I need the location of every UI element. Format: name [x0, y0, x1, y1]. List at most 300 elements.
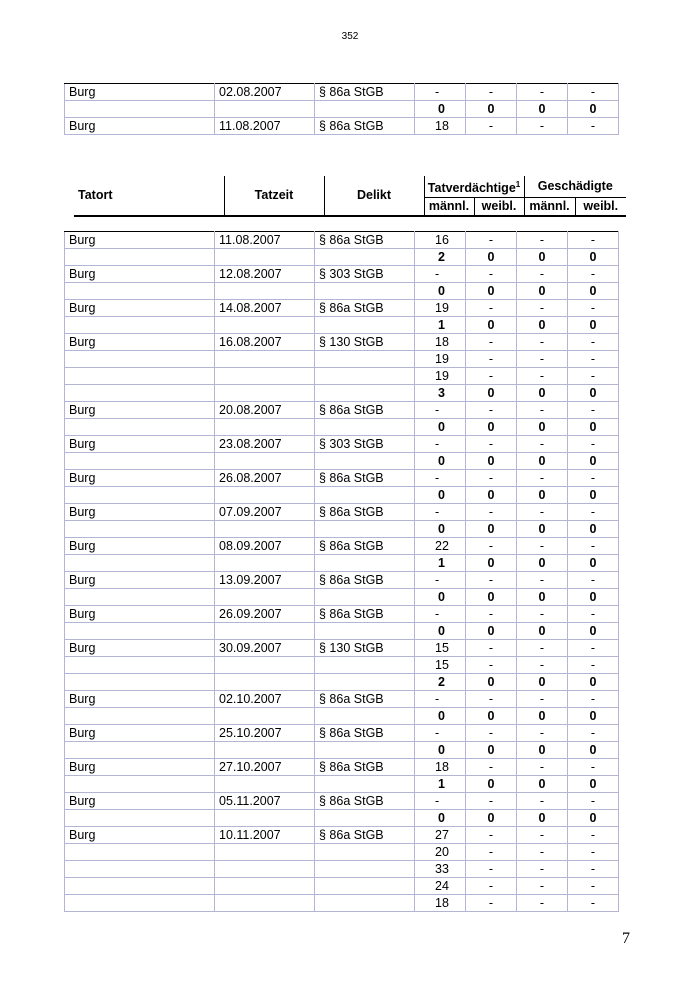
- sum-row: [65, 708, 619, 725]
- cell-tatzeit: [215, 861, 315, 878]
- cell-tatzeit: 27.10.2007: [215, 759, 315, 776]
- table-row: [65, 640, 619, 657]
- cell-tatzeit: 10.11.2007: [215, 827, 315, 844]
- cell-empty: [315, 487, 415, 504]
- cell-tatort: Burg: [65, 504, 215, 521]
- cell-value: -: [466, 402, 517, 419]
- header-g-weibl: weibl.: [575, 198, 626, 217]
- cell-delikt: § 86a StGB: [315, 402, 415, 419]
- table-row: [65, 691, 619, 708]
- cell-empty: [215, 385, 315, 402]
- cell-value: -: [466, 895, 517, 912]
- cell-value: -: [415, 436, 466, 453]
- cell-value: -: [568, 470, 619, 487]
- cell-empty: [65, 521, 215, 538]
- cell-empty: [65, 317, 215, 334]
- cell-empty: [315, 589, 415, 606]
- cell-sum: 2: [415, 674, 466, 691]
- cell-delikt: § 86a StGB: [315, 725, 415, 742]
- cell-value: 15: [415, 657, 466, 674]
- cell-sum: 0: [568, 283, 619, 300]
- sum-row: [65, 317, 619, 334]
- cell-delikt: § 86a StGB: [315, 300, 415, 317]
- sum-row: [65, 385, 619, 402]
- cell-value: -: [466, 691, 517, 708]
- cell-value: -: [466, 572, 517, 589]
- cell-sum: 0: [466, 555, 517, 572]
- cell-value: -: [568, 538, 619, 555]
- cell-sum: 0: [517, 249, 568, 266]
- cell-value: -: [415, 402, 466, 419]
- header-tatverdaechtige: [424, 176, 524, 198]
- cell-tatzeit: 12.08.2007: [215, 266, 315, 283]
- cell-value: -: [466, 657, 517, 674]
- cell-value: -: [415, 572, 466, 589]
- table-row: [65, 827, 619, 844]
- cell-sum: 3: [415, 385, 466, 402]
- cell-tatort: Burg: [65, 402, 215, 419]
- cell-value: -: [568, 504, 619, 521]
- cell-value: -: [466, 266, 517, 283]
- cell-sum: 0: [466, 101, 517, 118]
- table-row: [65, 84, 619, 101]
- cell-empty: [215, 708, 315, 725]
- cell-sum: 0: [517, 742, 568, 759]
- cell-tatzeit: [215, 657, 315, 674]
- cell-empty: [315, 674, 415, 691]
- table-row: [65, 725, 619, 742]
- cell-empty: [315, 317, 415, 334]
- cell-empty: [65, 249, 215, 266]
- cell-value: 18: [415, 759, 466, 776]
- cell-tatzeit: 02.08.2007: [215, 84, 315, 101]
- cell-tatort: [65, 657, 215, 674]
- cell-sum: 0: [568, 385, 619, 402]
- cell-sum: 0: [517, 589, 568, 606]
- table-row: [65, 606, 619, 623]
- cell-tatort: Burg: [65, 436, 215, 453]
- cell-value: -: [517, 827, 568, 844]
- cell-delikt: [315, 861, 415, 878]
- cell-empty: [65, 385, 215, 402]
- cell-delikt: § 86a StGB: [315, 572, 415, 589]
- cell-tatzeit: 11.08.2007: [215, 232, 315, 249]
- cell-value: 20: [415, 844, 466, 861]
- cell-delikt: § 86a StGB: [315, 759, 415, 776]
- table-row: [65, 300, 619, 317]
- cell-sum: 0: [466, 385, 517, 402]
- cell-empty: [65, 283, 215, 300]
- cell-empty: [65, 453, 215, 470]
- cell-sum: 0: [415, 283, 466, 300]
- cell-value: -: [568, 84, 619, 101]
- cell-tatzeit: [215, 351, 315, 368]
- table-row: [65, 368, 619, 385]
- cell-value: 18: [415, 334, 466, 351]
- header-delikt: Delikt: [324, 176, 424, 216]
- cell-sum: 0: [517, 385, 568, 402]
- cell-empty: [215, 589, 315, 606]
- cell-tatort: Burg: [65, 640, 215, 657]
- cell-value: -: [568, 640, 619, 657]
- cell-delikt: § 86a StGB: [315, 504, 415, 521]
- cell-sum: 0: [568, 249, 619, 266]
- cell-tatort: [65, 895, 215, 912]
- cell-tatzeit: 13.09.2007: [215, 572, 315, 589]
- cell-sum: 0: [415, 101, 466, 118]
- cell-value: 33: [415, 861, 466, 878]
- cell-tatzeit: [215, 368, 315, 385]
- cell-value: -: [415, 84, 466, 101]
- cell-sum: 0: [517, 419, 568, 436]
- cell-value: -: [517, 300, 568, 317]
- cell-sum: 0: [466, 589, 517, 606]
- cell-sum: 0: [517, 317, 568, 334]
- cell-value: -: [517, 470, 568, 487]
- cell-tatort: Burg: [65, 118, 215, 135]
- cell-delikt: § 86a StGB: [315, 691, 415, 708]
- cell-empty: [315, 742, 415, 759]
- cell-value: -: [466, 351, 517, 368]
- header-tatort: Tatort: [74, 176, 224, 216]
- cell-value: -: [568, 759, 619, 776]
- cell-value: -: [568, 266, 619, 283]
- cell-tatzeit: [215, 844, 315, 861]
- cell-empty: [215, 317, 315, 334]
- cell-sum: 0: [568, 487, 619, 504]
- cell-value: -: [517, 572, 568, 589]
- cell-value: -: [466, 232, 517, 249]
- cell-value: -: [517, 657, 568, 674]
- cell-value: -: [517, 895, 568, 912]
- cell-tatzeit: 26.08.2007: [215, 470, 315, 487]
- cell-value: -: [415, 606, 466, 623]
- sum-row: [65, 623, 619, 640]
- cell-tatzeit: [215, 895, 315, 912]
- cell-delikt: § 86a StGB: [315, 538, 415, 555]
- cell-sum: 0: [466, 453, 517, 470]
- table-row: [65, 232, 619, 249]
- cell-delikt: [315, 657, 415, 674]
- cell-value: -: [568, 725, 619, 742]
- sum-row: [65, 249, 619, 266]
- cell-sum: 0: [568, 521, 619, 538]
- cell-value: -: [568, 657, 619, 674]
- cell-sum: 0: [415, 521, 466, 538]
- cell-sum: 0: [517, 453, 568, 470]
- cell-sum: 0: [568, 708, 619, 725]
- cell-value: -: [466, 640, 517, 657]
- sum-row: [65, 283, 619, 300]
- cell-tatort: [65, 861, 215, 878]
- cell-delikt: [315, 844, 415, 861]
- cell-value: -: [517, 606, 568, 623]
- cell-tatzeit: [215, 878, 315, 895]
- column-header: [74, 176, 626, 217]
- cell-value: -: [568, 895, 619, 912]
- cell-value: 19: [415, 368, 466, 385]
- main-data-table: [64, 231, 619, 912]
- cell-sum: 0: [568, 623, 619, 640]
- cell-empty: [315, 283, 415, 300]
- table-row: [65, 793, 619, 810]
- cell-sum: 0: [415, 487, 466, 504]
- cell-empty: [315, 419, 415, 436]
- cell-value: -: [568, 861, 619, 878]
- cell-sum: 0: [466, 521, 517, 538]
- cell-empty: [65, 589, 215, 606]
- cell-delikt: § 130 StGB: [315, 640, 415, 657]
- cell-empty: [65, 742, 215, 759]
- cell-tatzeit: 07.09.2007: [215, 504, 315, 521]
- cell-empty: [315, 810, 415, 827]
- cell-tatort: [65, 368, 215, 385]
- cell-value: -: [517, 504, 568, 521]
- table-row: [65, 861, 619, 878]
- table-row: [65, 538, 619, 555]
- cell-sum: 0: [466, 674, 517, 691]
- cell-empty: [315, 453, 415, 470]
- cell-sum: 0: [466, 317, 517, 334]
- cell-value: -: [466, 793, 517, 810]
- cell-value: -: [517, 368, 568, 385]
- cell-tatzeit: 23.08.2007: [215, 436, 315, 453]
- cell-tatort: Burg: [65, 572, 215, 589]
- cell-delikt: § 86a StGB: [315, 606, 415, 623]
- cell-sum: 0: [517, 623, 568, 640]
- table-row: [65, 470, 619, 487]
- cell-empty: [215, 283, 315, 300]
- cell-sum: 0: [466, 249, 517, 266]
- table-row: [65, 504, 619, 521]
- cell-value: -: [568, 827, 619, 844]
- header-tv-maennl: männl.: [424, 198, 474, 217]
- cell-empty: [315, 521, 415, 538]
- cell-sum: 1: [415, 776, 466, 793]
- cell-delikt: § 86a StGB: [315, 827, 415, 844]
- cell-empty: [65, 708, 215, 725]
- cell-sum: 0: [568, 674, 619, 691]
- cell-empty: [315, 623, 415, 640]
- cell-tatort: Burg: [65, 538, 215, 555]
- cell-sum: 0: [466, 283, 517, 300]
- cell-value: -: [466, 759, 517, 776]
- cell-tatort: Burg: [65, 232, 215, 249]
- cell-value: -: [517, 351, 568, 368]
- cell-value: -: [415, 470, 466, 487]
- header-geschaedigte: Geschädigte: [524, 176, 626, 198]
- cell-delikt: [315, 351, 415, 368]
- cell-value: -: [466, 861, 517, 878]
- cell-value: -: [517, 334, 568, 351]
- cell-value: -: [517, 402, 568, 419]
- cell-tatzeit: 08.09.2007: [215, 538, 315, 555]
- cell-value: -: [568, 844, 619, 861]
- page-number-bottom: 7: [622, 930, 630, 947]
- cell-tatzeit: 02.10.2007: [215, 691, 315, 708]
- cell-sum: 0: [517, 674, 568, 691]
- cell-empty: [315, 708, 415, 725]
- cell-sum: 0: [568, 101, 619, 118]
- cell-delikt: § 86a StGB: [315, 118, 415, 135]
- cell-value: -: [415, 504, 466, 521]
- cell-delikt: [315, 878, 415, 895]
- cell-value: -: [517, 725, 568, 742]
- cell-empty: [65, 810, 215, 827]
- cell-sum: 0: [415, 708, 466, 725]
- table-row: [65, 878, 619, 895]
- cell-empty: [65, 101, 215, 118]
- cell-sum: 0: [517, 101, 568, 118]
- cell-tatort: Burg: [65, 606, 215, 623]
- cell-delikt: § 86a StGB: [315, 470, 415, 487]
- cell-value: -: [568, 793, 619, 810]
- cell-sum: 1: [415, 317, 466, 334]
- sum-row: [65, 487, 619, 504]
- cell-sum: 0: [415, 742, 466, 759]
- cell-sum: 0: [415, 419, 466, 436]
- cell-value: -: [568, 118, 619, 135]
- cell-value: -: [466, 878, 517, 895]
- cell-empty: [65, 623, 215, 640]
- cell-sum: 0: [517, 555, 568, 572]
- cell-sum: 0: [568, 419, 619, 436]
- cell-value: 15: [415, 640, 466, 657]
- cell-value: -: [517, 844, 568, 861]
- cell-empty: [215, 521, 315, 538]
- cell-delikt: § 303 StGB: [315, 266, 415, 283]
- cell-value: -: [568, 691, 619, 708]
- cell-value: -: [415, 691, 466, 708]
- cell-value: 18: [415, 895, 466, 912]
- top-data-table: [64, 83, 619, 135]
- cell-value: -: [517, 266, 568, 283]
- cell-value: -: [568, 300, 619, 317]
- cell-value: -: [568, 368, 619, 385]
- cell-value: 19: [415, 351, 466, 368]
- cell-tatzeit: 25.10.2007: [215, 725, 315, 742]
- cell-empty: [215, 623, 315, 640]
- cell-empty: [215, 249, 315, 266]
- cell-value: -: [568, 402, 619, 419]
- cell-value: -: [517, 793, 568, 810]
- table-row: [65, 572, 619, 589]
- cell-value: -: [466, 470, 517, 487]
- table-row: [65, 844, 619, 861]
- cell-sum: 0: [415, 589, 466, 606]
- cell-value: -: [466, 827, 517, 844]
- cell-empty: [65, 419, 215, 436]
- sum-row: [65, 521, 619, 538]
- cell-empty: [215, 776, 315, 793]
- cell-empty: [215, 555, 315, 572]
- sum-row: [65, 555, 619, 572]
- cell-delikt: [315, 895, 415, 912]
- cell-value: -: [517, 118, 568, 135]
- cell-sum: 0: [466, 810, 517, 827]
- table-row: [65, 657, 619, 674]
- cell-value: -: [517, 861, 568, 878]
- cell-value: -: [415, 793, 466, 810]
- sum-row: [65, 419, 619, 436]
- sum-row: [65, 810, 619, 827]
- cell-value: 27: [415, 827, 466, 844]
- cell-value: 22: [415, 538, 466, 555]
- cell-sum: 0: [466, 742, 517, 759]
- cell-delikt: § 303 StGB: [315, 436, 415, 453]
- cell-sum: 0: [568, 453, 619, 470]
- cell-sum: 0: [517, 487, 568, 504]
- cell-sum: 0: [568, 776, 619, 793]
- cell-value: -: [568, 351, 619, 368]
- page-number-top: 352: [341, 31, 359, 42]
- cell-empty: [215, 674, 315, 691]
- cell-value: -: [466, 300, 517, 317]
- cell-value: 19: [415, 300, 466, 317]
- cell-empty: [65, 674, 215, 691]
- header-g-maennl: männl.: [524, 198, 575, 217]
- cell-value: -: [466, 118, 517, 135]
- cell-tatort: Burg: [65, 470, 215, 487]
- cell-value: 24: [415, 878, 466, 895]
- cell-value: -: [466, 725, 517, 742]
- cell-tatort: Burg: [65, 334, 215, 351]
- cell-value: -: [568, 436, 619, 453]
- cell-value: -: [517, 84, 568, 101]
- cell-empty: [315, 555, 415, 572]
- cell-sum: 0: [466, 419, 517, 436]
- cell-tatort: Burg: [65, 759, 215, 776]
- cell-value: -: [517, 691, 568, 708]
- cell-tatort: Burg: [65, 691, 215, 708]
- cell-value: 18: [415, 118, 466, 135]
- cell-sum: 1: [415, 555, 466, 572]
- cell-sum: 0: [466, 487, 517, 504]
- cell-sum: 0: [568, 317, 619, 334]
- table-row: [65, 118, 619, 135]
- cell-sum: 0: [568, 742, 619, 759]
- cell-value: -: [568, 232, 619, 249]
- cell-tatort: Burg: [65, 266, 215, 283]
- cell-value: -: [466, 606, 517, 623]
- header-tv-weibl: weibl.: [474, 198, 524, 217]
- cell-sum: 0: [568, 810, 619, 827]
- cell-tatort: Burg: [65, 300, 215, 317]
- header-tatzeit: Tatzeit: [224, 176, 324, 216]
- cell-value: -: [415, 266, 466, 283]
- cell-sum: 0: [568, 589, 619, 606]
- cell-tatzeit: 26.09.2007: [215, 606, 315, 623]
- cell-delikt: § 86a StGB: [315, 793, 415, 810]
- cell-empty: [315, 249, 415, 266]
- table-row: [65, 436, 619, 453]
- cell-empty: [315, 385, 415, 402]
- cell-tatort: Burg: [65, 84, 215, 101]
- sum-row: [65, 589, 619, 606]
- cell-value: -: [466, 436, 517, 453]
- cell-value: -: [466, 334, 517, 351]
- cell-empty: [215, 810, 315, 827]
- table-row: [65, 402, 619, 419]
- sum-row: [65, 776, 619, 793]
- cell-empty: [215, 487, 315, 504]
- sum-row: [65, 674, 619, 691]
- cell-empty: [315, 101, 415, 118]
- cell-empty: [65, 487, 215, 504]
- cell-sum: 0: [517, 810, 568, 827]
- cell-tatort: [65, 351, 215, 368]
- cell-sum: 0: [517, 283, 568, 300]
